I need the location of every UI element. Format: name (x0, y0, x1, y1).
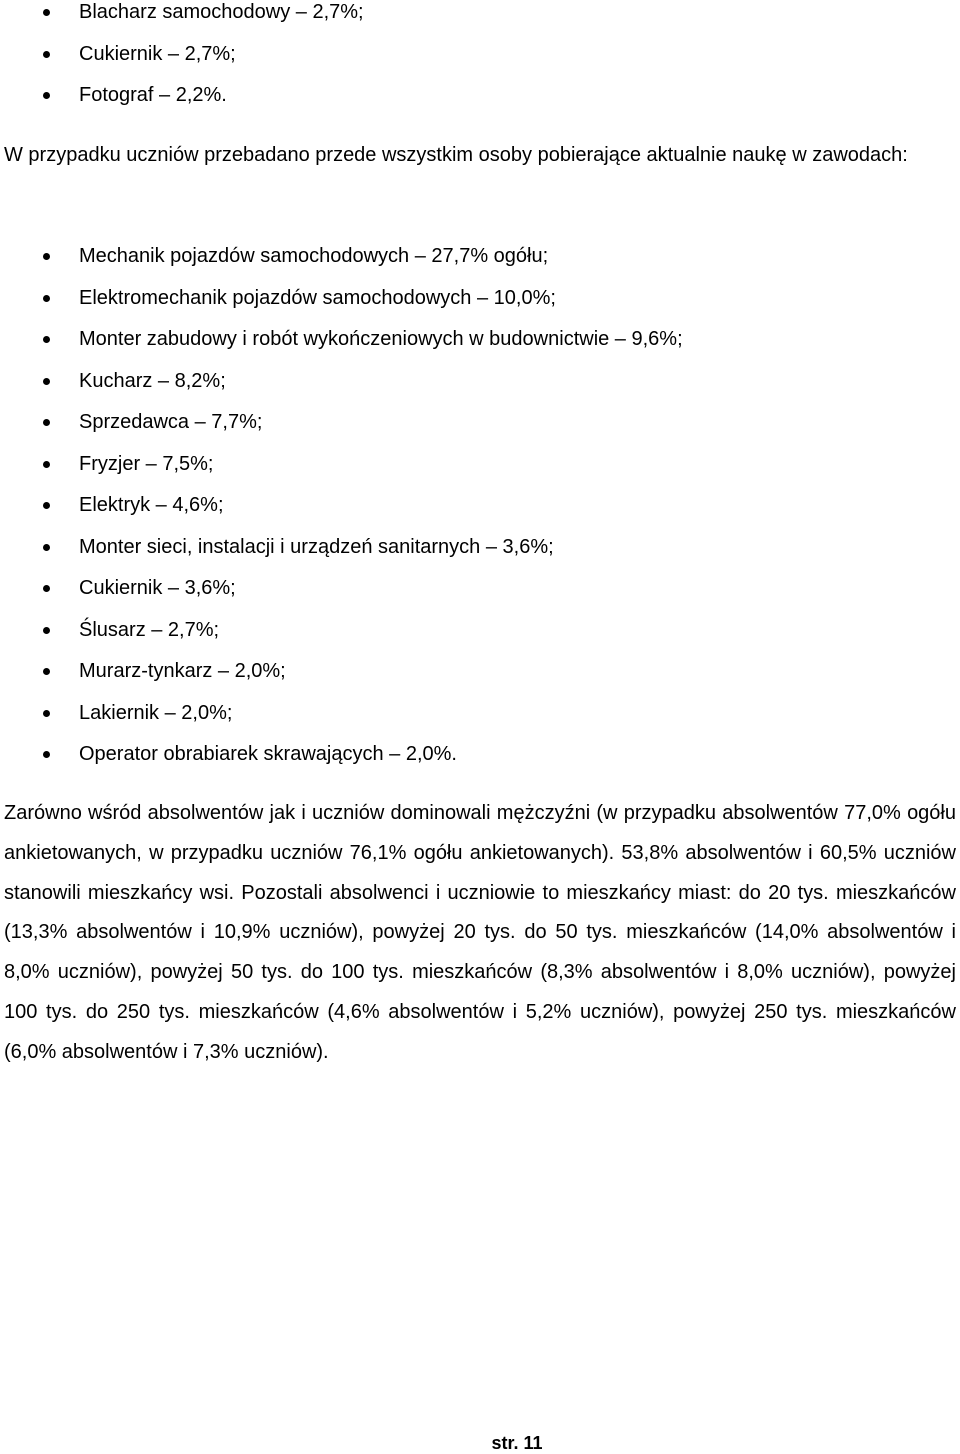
paragraph-students-intro: W przypadku uczniów przebadano przede wszystkim osoby pobierające aktualnie naukę w zawodach: (4, 144, 908, 166)
list-item (0, 327, 960, 369)
bullet-icon (43, 461, 50, 468)
bullet-icon (43, 253, 50, 260)
paragraph-summary: Zarówno wśród absolwentów jak i uczniów dominowali mężczyźni (w przypadku absolwentów 77,0% ogółu ankietowanych, w przypadku uczniów 76,1% ogółu ankietowanych). 53,8% absolwentów i 60,5% uczniów stanowili mieszkańcy wsi. Pozostali absolwenci i uczniowie to mieszkańcy miast: do 20 tys. mieszkańców (13,3% absolwentów i 10,9% uczniów), powyżej 20 tys. do 50 tys. mieszkańców (14,0% absolwentów i 8,0% uczniów), powyżej 50 tys. do 100 tys. mieszkańców (8,3% absolwentów i 8,0% uczniów), powyżej 100 tys. do 250 tys. mieszkańców (4,6% absolwentów i 5,2% uczniów), powyżej 250 tys. mieszkańców (6,0% absolwentów i 7,3% uczniów). (4, 802, 956, 1063)
bullet-icon (43, 502, 50, 509)
bullet-icon (43, 544, 50, 551)
list-item (0, 659, 960, 701)
list-item-text: Lakiernik – 2,0%; (79, 701, 233, 724)
list-item-text: Fotograf – 2,2%. (79, 84, 227, 106)
list-item (0, 535, 960, 577)
bullet-icon (43, 336, 50, 343)
list-item (0, 369, 960, 411)
list-item-text: Mechanik pojazdów samochodowych – 27,7% ogółu; (79, 245, 549, 267)
page-number: str. 11 (491, 1433, 543, 1453)
bullet-icon (43, 51, 50, 58)
list-item-text: Monter zabudowy i robót wykończeniowych w budownictwie – 9,6%; (79, 328, 683, 350)
list-item-text: Fryzjer – 7,5%; (79, 452, 214, 475)
list-item-text: Elektryk – 4,6%; (79, 494, 224, 516)
list-item-text: Sprzedawca – 7,7%; (79, 411, 263, 433)
list-item (0, 42, 960, 84)
bullet-icon (43, 378, 50, 385)
list-item-text: Blacharz samochodowy – 2,7%; (79, 1, 364, 23)
bullet-list-student-trades (0, 244, 960, 784)
bullet-list-continued (0, 0, 960, 125)
bullet-icon (43, 751, 50, 758)
list-item (0, 244, 960, 286)
bullet-icon (43, 92, 50, 99)
bullet-icon (43, 9, 50, 16)
list-item (0, 618, 960, 660)
bullet-icon (43, 295, 50, 302)
list-item (0, 701, 960, 743)
list-item-text: Monter sieci, instalacji i urządzeń sanitarnych – 3,6%; (79, 535, 554, 558)
list-item-text: Elektromechanik pojazdów samochodowych – 10,0%; (79, 286, 556, 309)
list-item (0, 742, 960, 784)
list-item (0, 493, 960, 535)
bullet-icon (43, 668, 50, 675)
bullet-icon (43, 710, 50, 717)
list-item-text: Cukiernik – 2,7%; (79, 42, 236, 65)
list-item (0, 452, 960, 494)
list-item (0, 576, 960, 618)
list-item (0, 410, 960, 452)
list-item (0, 83, 960, 125)
bullet-icon (43, 627, 50, 634)
list-item-text: Murarz-tynkarz – 2,0%; (79, 660, 286, 682)
list-item (0, 286, 960, 328)
list-item-text: Kucharz – 8,2%; (79, 369, 226, 392)
bullet-icon (43, 419, 50, 426)
list-item-text: Cukiernik – 3,6%; (79, 577, 236, 599)
list-item (0, 0, 960, 42)
list-item-text: Ślusarz – 2,7%; (79, 618, 220, 641)
list-item-text: Operator obrabiarek skrawających – 2,0%. (79, 743, 457, 765)
bullet-icon (43, 585, 50, 592)
